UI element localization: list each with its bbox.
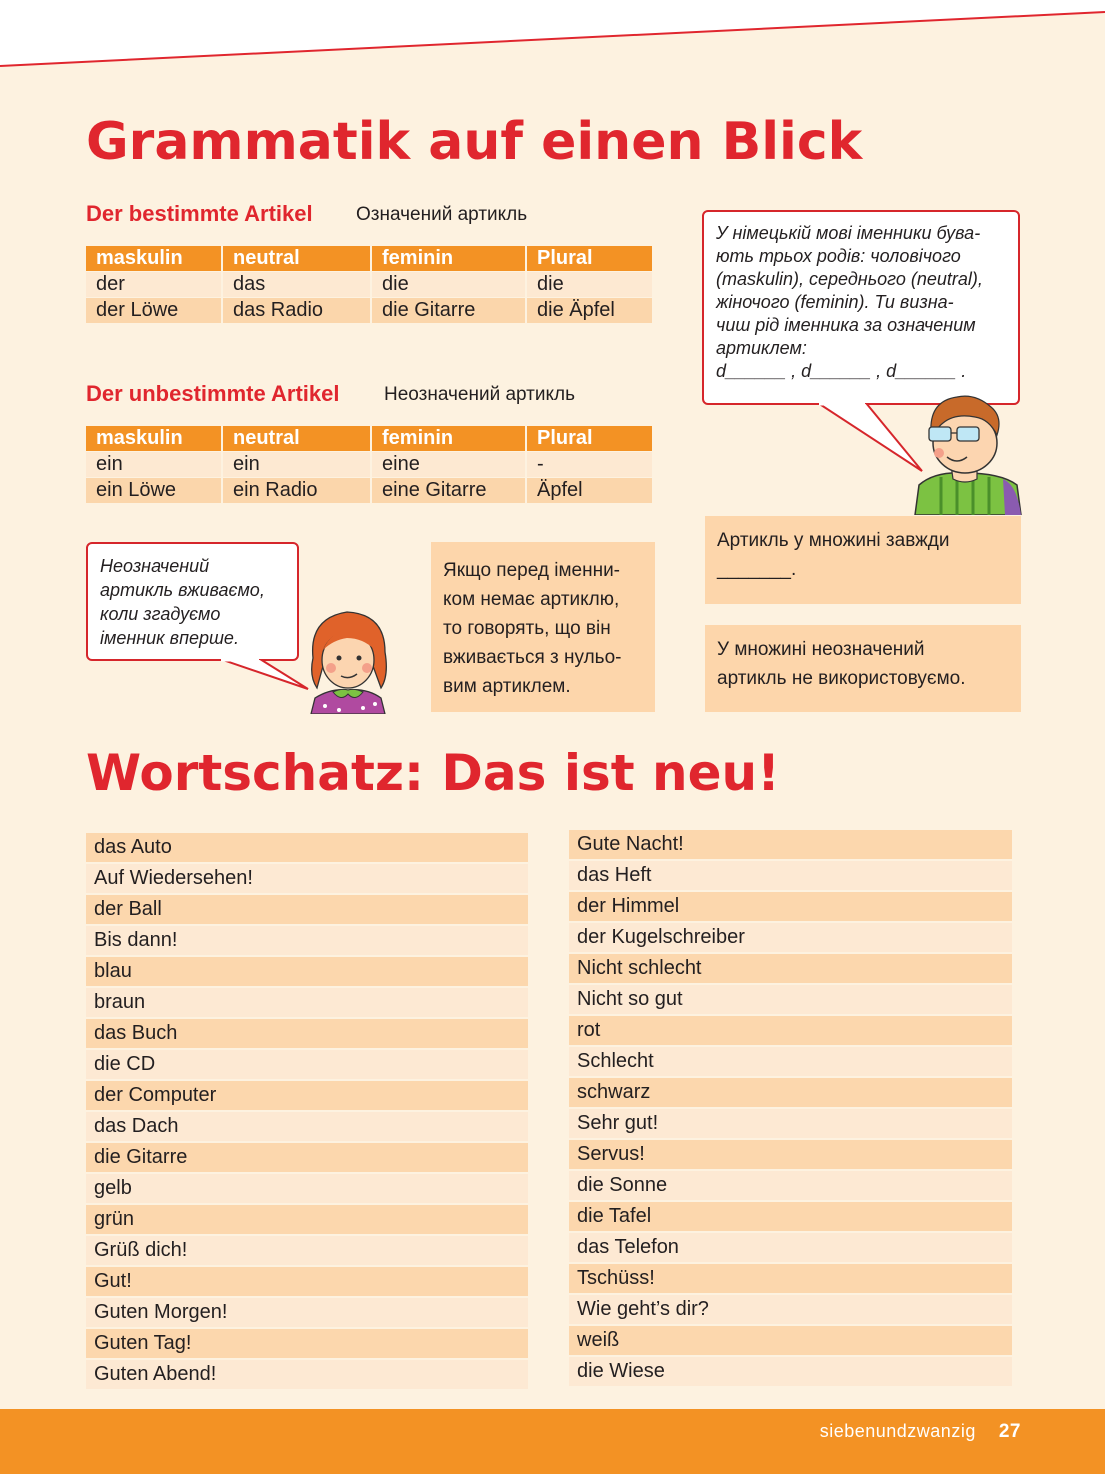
bubble-tail [220,659,312,693]
bubble-line: жіночого (feminin). Ти визна- [716,292,954,312]
plural-always-note [705,516,1021,604]
list-item: gelb [86,1174,528,1205]
table-cell: - [526,452,652,478]
table-cell: ein [222,452,371,478]
table-cell: ein [86,452,222,478]
bubble-line: (maskulin), середнього (neutral), [716,269,983,289]
list-item: der Computer [86,1081,528,1112]
vocab-list-left [86,833,528,1391]
list-item: Gute Nacht! [569,830,1012,861]
list-item: die Sonne [569,1171,1012,1202]
list-item: rot [569,1016,1012,1047]
list-item: das Telefon [569,1233,1012,1264]
note-line: вживається з нульо- [443,647,622,668]
table-header: neutral [222,426,371,452]
genders-speech-bubble [702,210,1020,405]
table-cell: eine Gitarre [371,478,526,504]
bubble-line: У німецькій мові іменники бува- [716,223,981,243]
list-item: Sehr gut! [569,1109,1012,1140]
list-item: Servus! [569,1140,1012,1171]
grammar-heading: Grammatik auf einen Blick [86,112,863,172]
note-line: ком немає артиклю, [443,589,620,610]
table-cell: Äpfel [526,478,652,504]
page-number: 27 [998,1421,1021,1442]
list-item: der Himmel [569,892,1012,923]
girl-illustration-icon [303,606,393,714]
table-cell: ein Löwe [86,478,222,504]
list-item: die Wiese [569,1357,1012,1388]
footer-page-word: siebenundzwanzig [819,1421,976,1441]
note-line: вим артиклем. [443,676,571,697]
bubble-line: d______ , d______ , d______ . [716,361,967,381]
note-line: У множині неозначений [717,639,925,660]
note-line: Якщо перед іменни- [443,560,621,581]
list-item: weiß [569,1326,1012,1357]
footer-page-word-wrap [0,1421,1021,1443]
bubble-line: чиш рід іменника за означеним [716,315,976,335]
list-item: die Tafel [569,1202,1012,1233]
plural-indefinite-note [705,625,1021,712]
list-item: Tschüss! [569,1264,1012,1295]
bubble-line: ють трьох родів: чоловічого [716,246,961,266]
list-item: Schlecht [569,1047,1012,1078]
indefinite-article-title: Der unbestimmte Artikel [86,381,340,406]
list-item: Auf Wiedersehen! [86,864,528,895]
list-item: das Heft [569,861,1012,892]
bubble-line: Неозначений [100,556,210,576]
note-line: _______. [717,559,797,580]
list-item: Gut! [86,1267,528,1298]
definite-article-subtitle: Означений артикль [356,204,528,225]
list-item: Nicht so gut [569,985,1012,1016]
list-item: Nicht schlecht [569,954,1012,985]
note-line: артикль не використовуємо. [717,668,966,689]
list-item: grün [86,1205,528,1236]
list-item: der Ball [86,895,528,926]
list-item: Wie geht’s dir? [569,1295,1012,1326]
table-cell: der [86,272,222,298]
list-item: das Buch [86,1019,528,1050]
boy-illustration-icon [905,393,1025,515]
table-cell: das Radio [222,298,371,324]
table-cell: der Löwe [86,298,222,324]
table-cell: die Gitarre [371,298,526,324]
table-cell: die [371,272,526,298]
header-band [0,0,1105,70]
list-item: das Auto [86,833,528,864]
list-item: braun [86,988,528,1019]
list-item: die CD [86,1050,528,1081]
list-item: die Gitarre [86,1143,528,1174]
table-header: feminin [371,246,526,272]
table-cell: das [222,272,371,298]
list-item: Guten Abend! [86,1360,528,1391]
bubble-line: артикль вживаємо, [100,580,265,600]
list-item: Bis dann! [86,926,528,957]
zero-article-note [431,542,655,712]
table-header: maskulin [86,426,222,452]
table-cell: eine [371,452,526,478]
bubble-line: коли згадуємо [100,604,221,624]
table-header: Plural [526,246,652,272]
bubble-line: артиклем: [716,338,807,358]
indefinite-article-subtitle: Неозначений артикль [384,384,576,405]
table-header: neutral [222,246,371,272]
list-item: schwarz [569,1078,1012,1109]
indefinite-speech-bubble [86,542,299,661]
list-item: Guten Tag! [86,1329,528,1360]
indefinite-article-table [86,426,652,503]
list-item: der Kugelschreiber [569,923,1012,954]
definite-article-table [86,246,652,323]
table-cell: die [526,272,652,298]
note-line: Артикль у множині завжди [717,530,950,551]
list-item: Grüß dich! [86,1236,528,1267]
list-item: blau [86,957,528,988]
table-header: Plural [526,426,652,452]
vocab-list-right [569,830,1012,1388]
bubble-line: іменник вперше. [100,628,239,648]
table-header: feminin [371,426,526,452]
table-header: maskulin [86,246,222,272]
table-cell: ein Radio [222,478,371,504]
list-item: Guten Morgen! [86,1298,528,1329]
table-cell: die Äpfel [526,298,652,324]
note-line: то говорять, що він [443,618,611,639]
vocab-heading: Wortschatz: Das ist neu! [86,744,780,802]
list-item: das Dach [86,1112,528,1143]
definite-article-title: Der bestimmte Artikel [86,201,313,226]
